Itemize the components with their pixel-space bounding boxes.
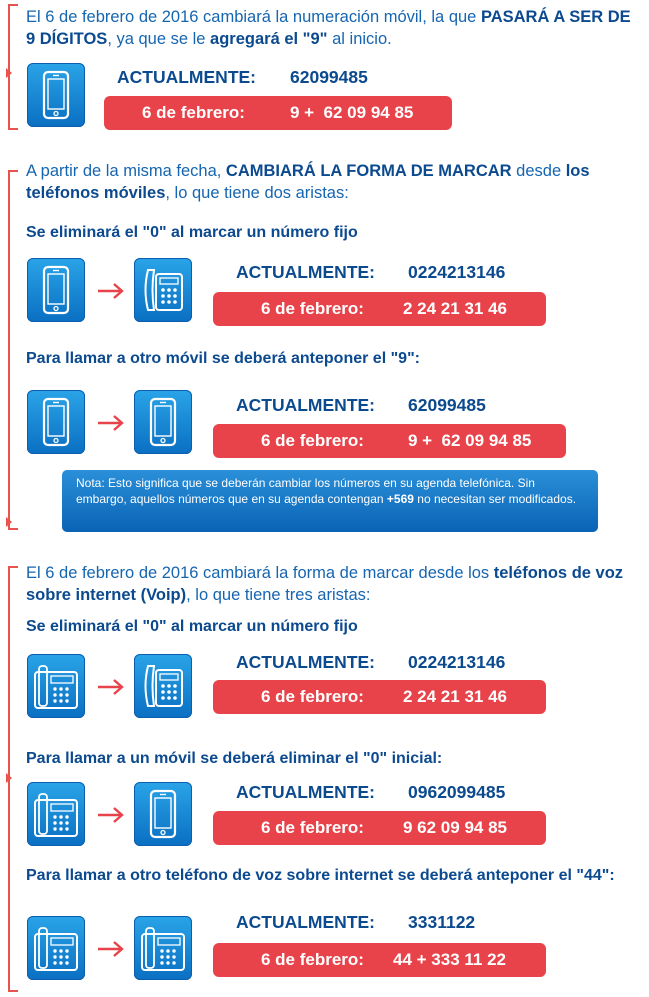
section-1-bracket xyxy=(8,4,18,130)
voip-phone-icon xyxy=(27,654,85,718)
landline-phone-icon xyxy=(134,654,192,718)
new-number: 44 + 333 11 22 xyxy=(393,950,506,969)
new-label: 6 de febrero: xyxy=(261,431,364,450)
arrow-right-icon xyxy=(96,677,126,697)
new-number-pill xyxy=(213,943,546,977)
mobile-phone-icon xyxy=(27,63,85,127)
current-number: 0224213146 xyxy=(408,262,506,282)
new-number-pill xyxy=(213,424,566,458)
mobile-phone-icon xyxy=(134,390,192,454)
current-number: 0224213146 xyxy=(408,652,506,672)
new-label: 6 de febrero: xyxy=(142,103,245,122)
note-box: Nota: Esto significa que se deberán cambiar los números en su agenda telefónica. Sin embargo, aquellos números que en su agenda contengan +569 no necesitan ser modificados. xyxy=(62,470,598,532)
current-number: 62099485 xyxy=(290,67,368,87)
current-number: 0962099485 xyxy=(408,782,506,802)
new-number: 9 62 09 94 85 xyxy=(403,818,507,837)
arrow-right-icon xyxy=(96,281,126,301)
current-label: ACTUALMENTE: xyxy=(236,652,376,672)
new-number-pill xyxy=(104,96,452,130)
section-3-intro: El 6 de febrero de 2016 cambiará la forma de marcar desde los teléfonos de voz sobre internet (Voip), lo que tiene tres aristas: xyxy=(26,564,624,604)
new-number: 9 + 62 09 94 85 xyxy=(290,103,414,122)
new-number: 9 + 62 09 94 85 xyxy=(408,431,532,450)
section-3-bracket xyxy=(8,566,18,992)
voip-phone-icon xyxy=(134,916,192,980)
landline-phone-icon xyxy=(134,258,192,322)
subsection-title: Para llamar a un móvil se deberá eliminar el "0" inicial: xyxy=(26,750,443,767)
current-number: 62099485 xyxy=(408,395,486,415)
current-label: ACTUALMENTE: xyxy=(236,262,376,282)
current-label: ACTUALMENTE: xyxy=(236,912,376,932)
new-label: 6 de febrero: xyxy=(261,818,364,837)
new-label: 6 de febrero: xyxy=(261,950,364,969)
section-2-bracket xyxy=(8,170,18,530)
arrow-right-icon xyxy=(96,939,126,959)
arrow-right-icon xyxy=(96,413,126,433)
new-number-pill xyxy=(213,811,546,845)
mobile-phone-icon xyxy=(27,390,85,454)
current-label: ACTUALMENTE: xyxy=(236,782,376,802)
subsection-title: Se eliminará el "0" al marcar un número fijo xyxy=(26,618,358,635)
subsection-title: Para llamar a otro teléfono de voz sobre internet se deberá anteponer el "44": xyxy=(26,867,615,884)
new-number: 2 24 21 31 46 xyxy=(403,687,507,706)
new-number-pill xyxy=(213,292,546,326)
subsection-title: Se eliminará el "0" al marcar un número fijo xyxy=(26,224,358,241)
new-label: 6 de febrero: xyxy=(261,299,364,318)
arrow-right-icon xyxy=(96,805,126,825)
mobile-phone-icon xyxy=(134,782,192,846)
current-label: ACTUALMENTE: xyxy=(236,395,376,415)
section-2-intro: A partir de la misma fecha, CAMBIARÁ LA FORMA DE MARCAR desde los teléfonos móviles, lo que tiene dos aristas: xyxy=(26,162,590,202)
current-number: 3331122 xyxy=(408,912,476,932)
voip-phone-icon xyxy=(27,782,85,846)
current-label: ACTUALMENTE: xyxy=(117,67,257,87)
mobile-phone-icon xyxy=(27,258,85,322)
subsection-title: Para llamar a otro móvil se deberá anteponer el "9": xyxy=(26,350,420,367)
new-number: 2 24 21 31 46 xyxy=(403,299,507,318)
new-number-pill xyxy=(213,680,546,714)
voip-phone-icon xyxy=(27,916,85,980)
new-label: 6 de febrero: xyxy=(261,687,364,706)
section-1-intro: El 6 de febrero de 2016 cambiará la numeración móvil, la que PASARÁ A SER DE 9 DÍGITOS, ya que se le agregará el "9" al inicio. xyxy=(26,8,631,48)
